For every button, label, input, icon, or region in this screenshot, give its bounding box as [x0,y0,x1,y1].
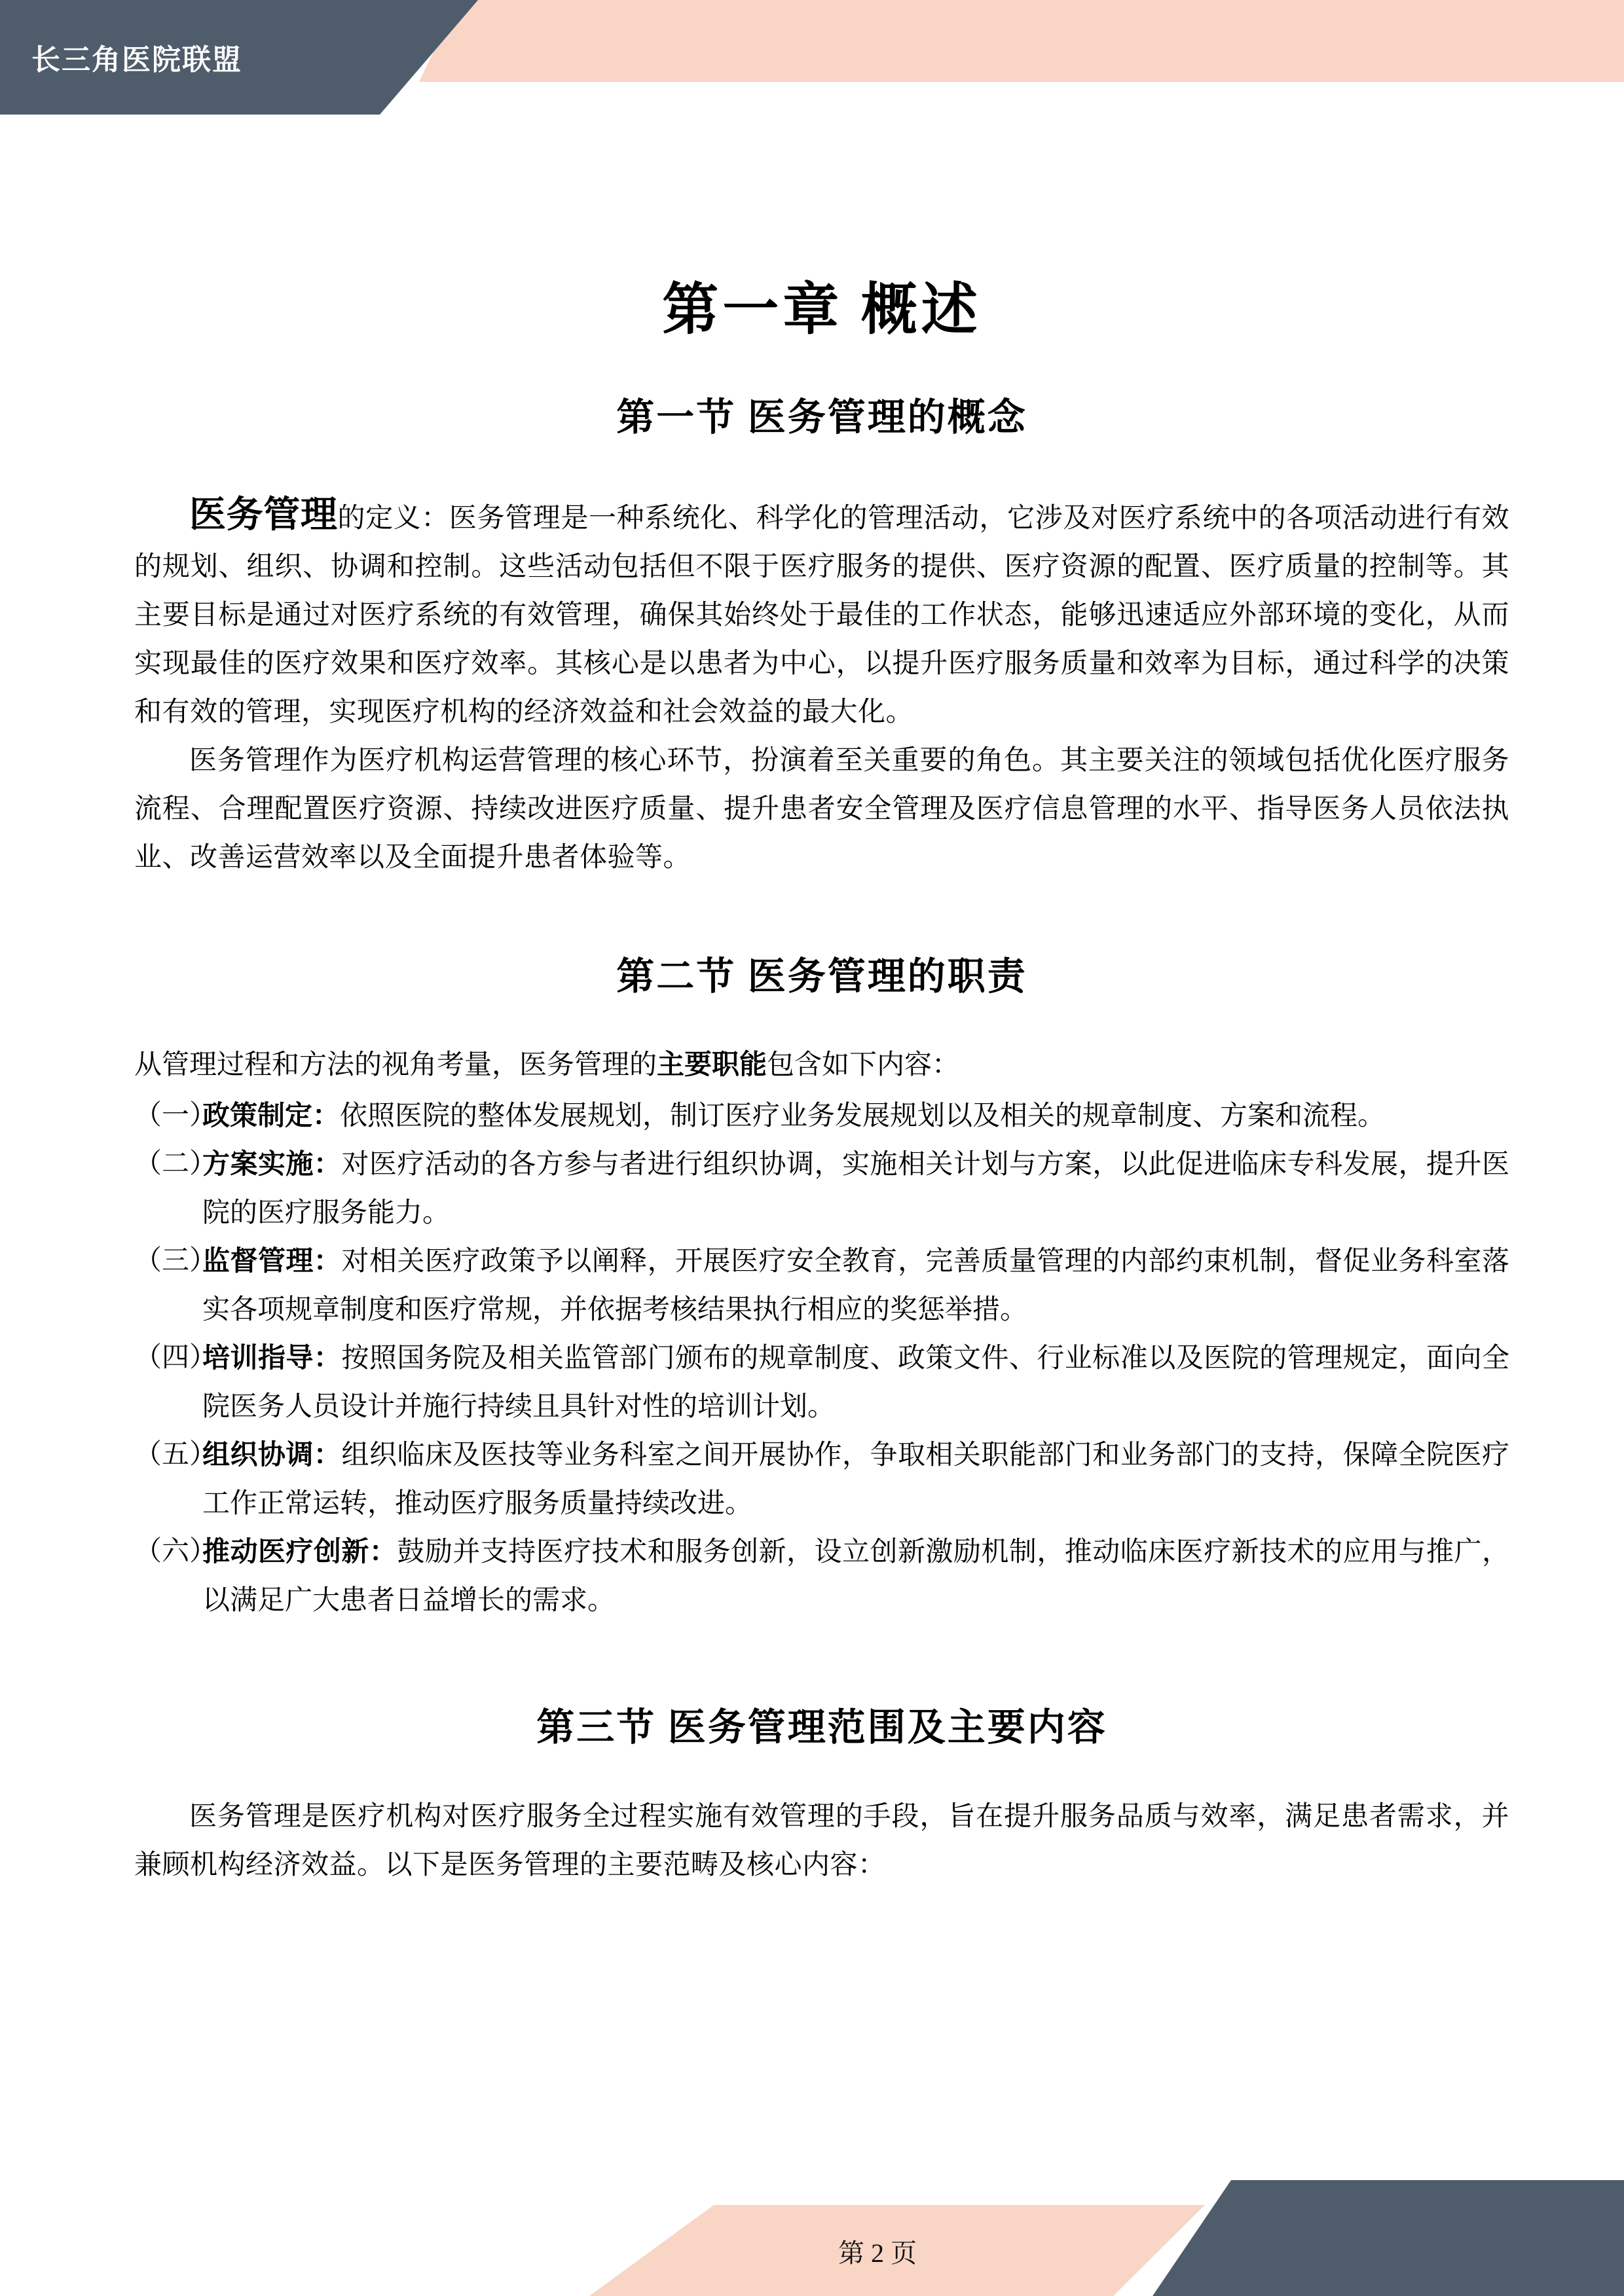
responsibilities-intro [134,1040,1509,1089]
definition-lead-term: 医务管理 [189,493,338,535]
paragraph-core-role: 医务管理作为医疗机构运营管理的核心环节，扮演着至关重要的角色。其主要关注的领域包括优化医疗服务流程、合理配置医疗资源、持续改进医疗质量、提升患者安全管理及医疗信息管理的水平、指导医务人员依法执业、改善运营效率以及全面提升患者体验等。 [134,744,1509,872]
list-item-text: 组织临床及医技等业务科室之间开展协作，争取相关职能部门和业务部门的支持，保障全院医疗工作正常运转，推动医疗服务质量持续改进。 [202,1439,1509,1519]
chapter-title: 第一章 概述 [662,278,982,341]
list-item-body [202,1430,1509,1527]
section-title-2: 第二节 医务管理的职责 [616,955,1027,998]
list-item-marker: （二） [134,1149,217,1180]
list-item-text: 对医疗活动的各方参与者进行组织协调，实施相关计划与方案，以此促进临床专科发展，提升医院的医疗服务能力。 [202,1148,1509,1228]
list-item-marker: （三） [134,1246,217,1277]
list-item-marker: （一） [134,1101,217,1131]
list-item-label: 监督管理： [202,1245,342,1277]
paragraph-definition [134,490,1509,736]
list-item-label: 培训指导： [202,1342,342,1374]
list-item-body [202,1237,1509,1334]
intro-suffix: 包含如下内容： [767,1049,960,1080]
page-number: 第 2 页 [838,2238,917,2268]
responsibilities-list [134,1091,1509,1624]
list-item-marker: （五） [134,1440,217,1470]
page-header-banner [0,0,1624,131]
definition-body: 的定义：医务管理是一种系统化、科学化的管理活动，它涉及对医疗系统中的各项活动进行有效的规划、组织、协调和控制。这些活动包括但不限于医疗服务的提供、医疗资源的配置、医疗质量的控制等。其主要目标是通过对医疗系统的有效管理，确保其始终处于最佳的工作状态，能够迅速适应外部环境的变化，从而实现最佳的医疗效果和医疗效率。其核心是以患者为中心，以提升医疗服务质量和效率为目标，通过科学的决策和有效的管理，实现医疗机构的经济效益和社会效益的最大化。 [134,501,1509,727]
list-item [134,1140,1509,1237]
list-item-marker: （六） [134,1537,217,1567]
list-item [134,1091,1509,1140]
document-body [134,275,1509,1889]
list-item-text: 按照国务院及相关监管部门颁布的规章制度、政策文件、行业标准以及医院的管理规定，面向全院医务人员设计并施行持续且具针对性的培训计划。 [202,1342,1509,1422]
list-item [134,1237,1509,1334]
list-item-label: 组织协调： [202,1439,342,1470]
list-item [134,1334,1509,1430]
intro-prefix: 从管理过程和方法的视角考量，医务管理的 [134,1049,657,1080]
page-footer-banner [0,2180,1624,2296]
list-item-body [202,1140,1509,1237]
list-item-body [202,1091,1509,1140]
list-item-text: 对相关医疗政策予以阐释，开展医疗安全教育，完善质量管理的内部约束机制，督促业务科室落实各项规章制度和医疗常规，并依据考核结果执行相应的奖惩举措。 [202,1245,1509,1325]
list-item-text: 鼓励并支持医疗技术和服务创新，设立创新激励机制，推动临床医疗新技术的应用与推广，以满足广大患者日益增长的需求。 [202,1536,1509,1616]
header-org-title: 长三角医院联盟 [31,44,242,76]
list-item-text: 依照医院的整体发展规划，制订医疗业务发展规划以及相关的规章制度、方案和流程。 [340,1100,1386,1131]
list-item [134,1527,1509,1624]
list-item-label: 方案实施： [202,1148,342,1180]
list-item-body [202,1527,1509,1624]
list-item-label: 政策制定： [202,1100,341,1131]
intro-strong-term: 主要职能 [657,1049,767,1080]
list-item-body [202,1334,1509,1430]
section-title-3: 第三节 医务管理范围及主要内容 [536,1706,1107,1749]
list-item-marker: （四） [134,1343,217,1374]
paragraph-scope-intro: 医务管理是医疗机构对医疗服务全过程实施有效管理的手段，旨在提升服务品质与效率，满足患者需求，并兼顾机构经济效益。以下是医务管理的主要范畴及核心内容： [134,1800,1509,1880]
list-item-label: 推动医疗创新： [202,1536,397,1567]
list-item [134,1430,1509,1527]
section-title-1: 第一节 医务管理的概念 [616,395,1027,439]
